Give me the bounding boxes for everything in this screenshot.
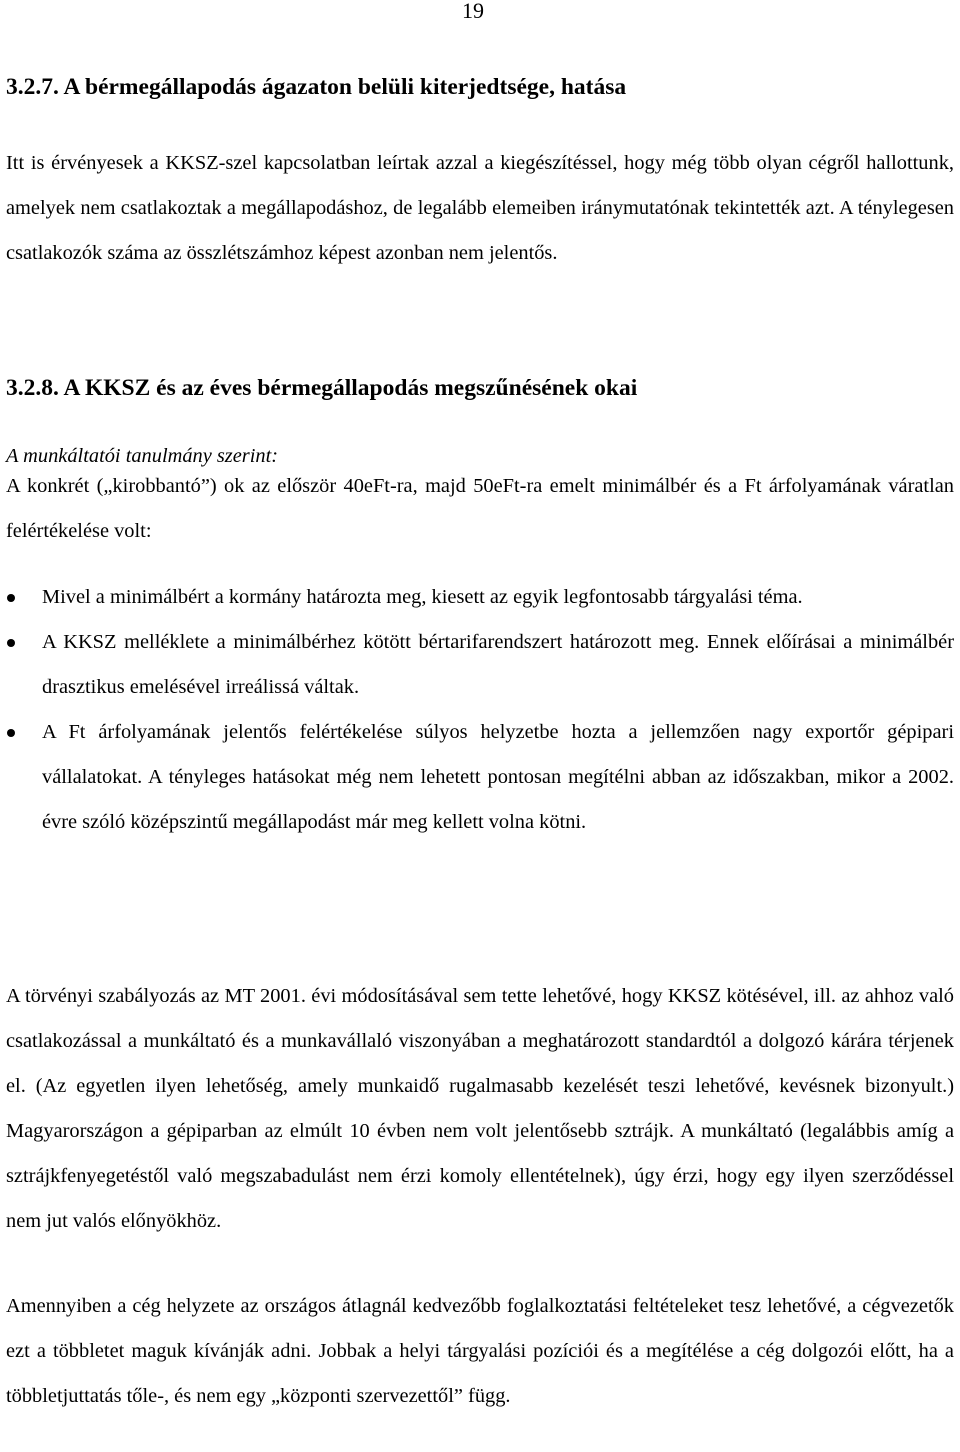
bullet-icon [7,594,15,602]
list-item [0,620,954,710]
company-position-paragraph: Amennyiben a cég helyzete az országos átlagnál kedvezőbb foglalkoztatási feltételeket tesz lehetővé, a cégvezetők ezt a többletet maguk kívánják adni. Jobbak a helyi tárgyalási pozíciói és a megítélése a cég dolgozói előtt, ha a többletjuttatás tőle-, és nem egy „központi szervezettől” függ. [6,1295,954,1407]
bullet-icon [7,639,15,647]
bullet-icon [7,729,15,737]
list-item [0,575,954,620]
source-line: A munkáltatói tanulmány szerint: [6,445,279,467]
intro-paragraph: A konkrét („kirobbantó”) ok az először 40eFt-ra, majd 50eFt-ra emelt minimálbér és a Ft árfolyamának váratlan felértékelése volt: [6,475,954,542]
section-heading-3-2-8: 3.2.8. A KKSZ és az éves bérmegállapodás megszűnésének okai [6,375,638,401]
list-item [0,710,954,845]
reasons-list [0,575,960,845]
legal-regulation-paragraph: A törvényi szabályozás az MT 2001. évi módosításával sem tette lehetővé, hogy KKSZ kötésével, ill. az ahhoz való csatlakozással a munkáltató és a munkavállaló viszonyában a meghatározott standardtól a dolgozó kárára térjenek el. (Az egyetlen ilyen lehetőség, amely munkaidő rugalmasabb kezelését teszi lehetővé, kevésnek bizonyult.) Magyarországon a gépiparban az elmúlt 10 évben nem volt jelentősebb sztrájk. A munkáltató (legalábbis amíg a sztrájkfenyegetéstől való megszabadulást nem érzi komoly ellentételnek), úgy érzi, hogy egy ilyen szerződéssel nem jut valós előnyökhöz. [6,985,954,1232]
list-item-text: A KKSZ melléklete a minimálbérhez kötött bértarifarendszert határozott meg. Ennek előírásai a minimálbér drasztikus emelésével irreálissá váltak. [42,631,954,698]
section-1-paragraph: Itt is érvényesek a KKSZ-szel kapcsolatban leírtak azzal a kiegészítéssel, hogy még több olyan cégről hallottunk, amelyek nem csatlakoztak a megállapodáshoz, de legalább elemeiben iránymutatónak tekintették azt. A ténylegesen csatlakozók száma az összlétszámhoz képest azonban nem jelentős. [6,152,954,264]
list-item-text: A Ft árfolyamának jelentős felértékelése súlyos helyzetbe hozta a jellemzően nagy exportőr gépipari vállalatokat. A tényleges hatásokat még nem lehetett pontosan megítélni abban az időszakban, mikor a 2002. évre szóló középszintű megállapodást már meg kellett volna kötni. [42,721,954,833]
page-number: 19 [462,0,484,23]
section-heading-3-2-7: 3.2.7. A bérmegállapodás ágazaton belüli kiterjedtsége, hatása [6,74,627,100]
list-item-text: Mivel a minimálbért a kormány határozta meg, kiesett az egyik legfontosabb tárgyalási téma. [42,586,803,608]
